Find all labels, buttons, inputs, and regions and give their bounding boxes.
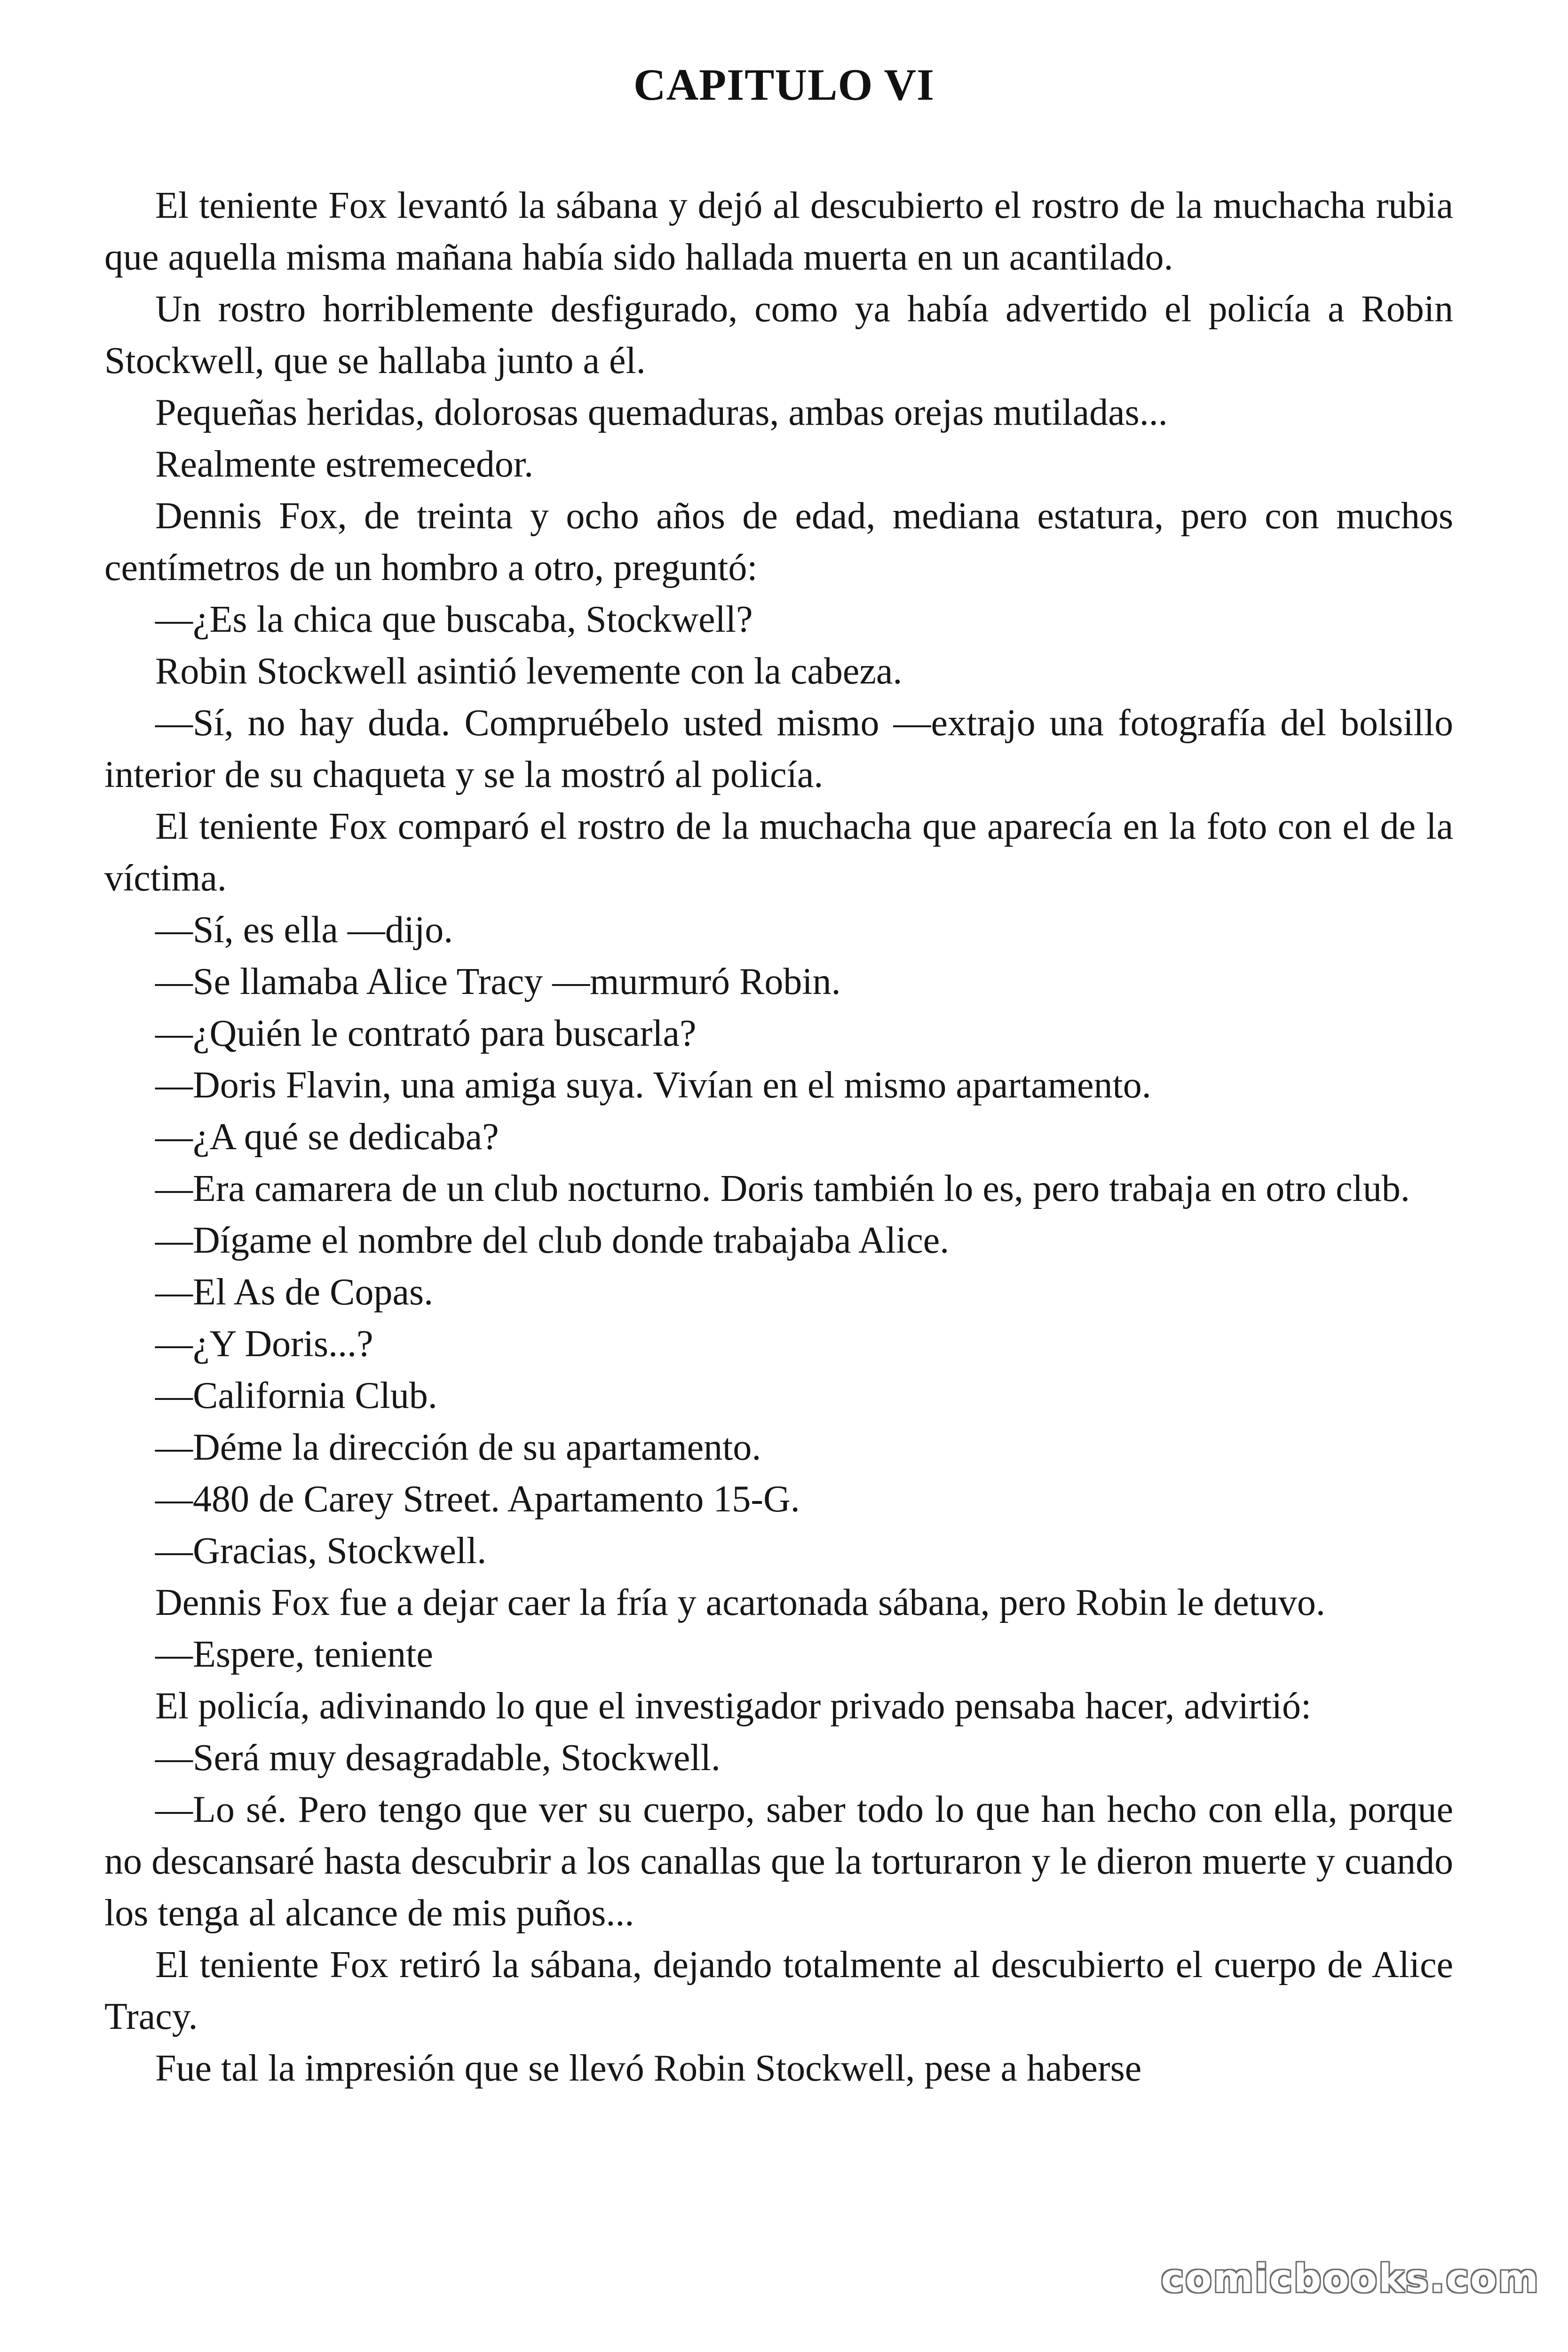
paragraph: El teniente Fox retiró la sábana, dejando totalmente al descubierto el cuerpo de Alice Tracy. bbox=[104, 1944, 1453, 2037]
paragraph: Robin Stockwell asintió levemente con la cabeza. bbox=[155, 651, 903, 692]
paragraph: —¿Quién le contrató para buscarla? bbox=[155, 1013, 697, 1054]
paragraph: —El As de Copas. bbox=[155, 1271, 434, 1313]
paragraph: Dennis Fox, de treinta y ocho años de edad, mediana estatura, pero con muchos centímetros de un hombro a otro, preguntó: bbox=[104, 495, 1453, 588]
paragraph: El teniente Fox levantó la sábana y dejó al descubierto el rostro de la muchacha rubia que aquella misma mañana había sido hallada muerta en un acantilado. bbox=[104, 185, 1453, 278]
chapter-body bbox=[104, 180, 1453, 2094]
site-watermark: comicbooks.com bbox=[1161, 2257, 1540, 2301]
paragraph: —Será muy desagradable, Stockwell. bbox=[155, 1737, 721, 1779]
paragraph: —¿Es la chica que buscaba, Stockwell? bbox=[155, 599, 753, 640]
paragraph: —Sí, es ella —dijo. bbox=[155, 909, 453, 951]
paragraph: —Se llamaba Alice Tracy —murmuró Robin. bbox=[155, 961, 841, 1002]
paragraph: —480 de Carey Street. Apartamento 15-G. bbox=[155, 1478, 800, 1520]
paragraph: —Sí, no hay duda. Compruébelo usted mismo —extrajo una fotografía del bolsillo interior de su chaqueta y se la mostró al policía. bbox=[104, 702, 1453, 795]
paragraph: Un rostro horriblemente desfigurado, como ya había advertido el policía a Robin Stockwell, que se hallaba junto a él. bbox=[104, 288, 1453, 381]
paragraph: —Lo sé. Pero tengo que ver su cuerpo, saber todo lo que han hecho con ella, porque no descansaré hasta descubrir a los canallas que la torturaron y le dieron muerte y cuando los tenga al alcance de mis puños... bbox=[104, 1789, 1453, 1934]
paragraph: —Doris Flavin, una amiga suya. Vivían en el mismo apartamento. bbox=[155, 1065, 1151, 1106]
paragraph: —¿Y Doris...? bbox=[155, 1323, 373, 1365]
chapter-title: CAPITULO VI bbox=[633, 60, 935, 110]
paragraph: —Dígame el nombre del club donde trabajaba Alice. bbox=[155, 1220, 950, 1261]
paragraph: —Espere, teniente bbox=[155, 1634, 433, 1675]
paragraph: —Gracias, Stockwell. bbox=[155, 1530, 487, 1572]
paragraph: El policía, adivinando lo que el investigador privado pensaba hacer, advirtió: bbox=[155, 1685, 1312, 1727]
paragraph: —¿A qué se dedicaba? bbox=[155, 1116, 499, 1158]
paragraph: Realmente estremecedor. bbox=[155, 444, 534, 485]
paragraph: Dennis Fox fue a dejar caer la fría y acartonada sábana, pero Robin le detuvo. bbox=[155, 1582, 1325, 1623]
paragraph: —Era camarera de un club nocturno. Doris también lo es, pero trabaja en otro club. bbox=[155, 1168, 1410, 1209]
paragraph: Fue tal la impresión que se llevó Robin Stockwell, pese a haberse bbox=[155, 2048, 1142, 2089]
paragraph: El teniente Fox comparó el rostro de la muchacha que aparecía en la foto con el de la víctima. bbox=[104, 806, 1453, 899]
paragraph: Pequeñas heridas, dolorosas quemaduras, ambas orejas mutiladas... bbox=[155, 392, 1168, 433]
paragraph: —Déme la dirección de su apartamento. bbox=[155, 1427, 761, 1468]
paragraph: —California Club. bbox=[155, 1375, 437, 1416]
